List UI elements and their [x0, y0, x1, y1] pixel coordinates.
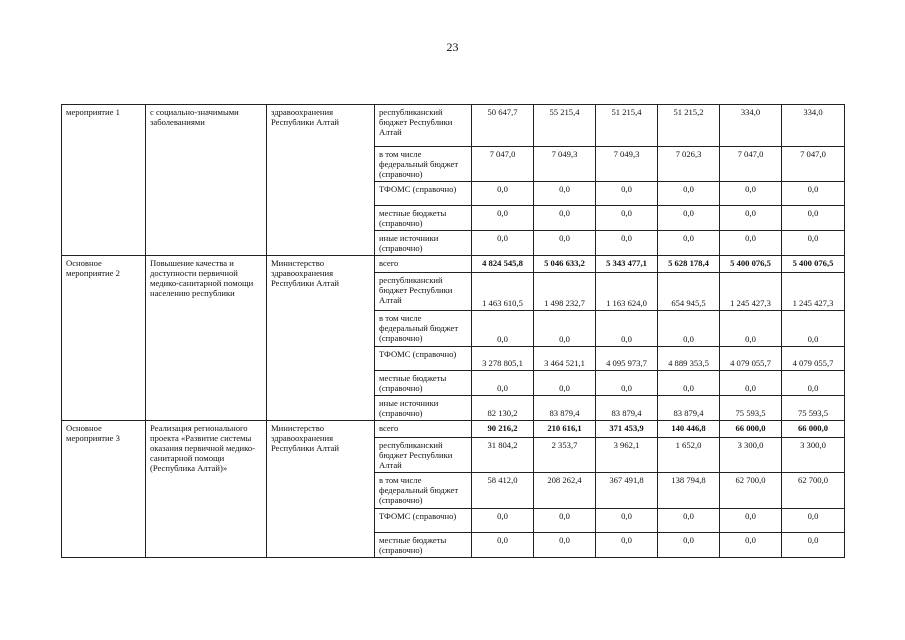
cell-value: 0,0 — [534, 206, 596, 231]
cell-value: 0,0 — [534, 533, 596, 558]
cell-name: Реализация регионального проекта «Развитие системы оказания первичной медико-санитарной помощи (Республика Алтай)» — [146, 421, 267, 558]
cell-value: 0,0 — [658, 206, 720, 231]
cell-value: 3 962,1 — [596, 438, 658, 473]
cell-value: 0,0 — [596, 371, 658, 396]
cell-value: 5 400 076,5 — [782, 256, 845, 273]
cell-value: 0,0 — [534, 311, 596, 347]
cell-value: 0,0 — [472, 509, 534, 533]
cell-value: 3 464 521,1 — [534, 347, 596, 371]
cell-value: 62 700,0 — [720, 473, 782, 509]
cell-value: 4 079 055,7 — [782, 347, 845, 371]
cell-value: 0,0 — [472, 371, 534, 396]
cell-value: 0,0 — [658, 231, 720, 256]
cell-value: 0,0 — [658, 509, 720, 533]
cell-event: мероприятие 1 — [62, 105, 146, 256]
cell-value: 7 047,0 — [782, 147, 845, 182]
cell-value: 0,0 — [782, 182, 845, 206]
cell-funding-source: в том числе федеральный бюджет (справочно) — [375, 473, 472, 509]
cell-value: 7 047,0 — [720, 147, 782, 182]
cell-value: 0,0 — [720, 371, 782, 396]
cell-value: 7 026,3 — [658, 147, 720, 182]
cell-value: 7 049,3 — [596, 147, 658, 182]
cell-event: Основное мероприятие 3 — [62, 421, 146, 558]
cell-executor: здравоохранения Республики Алтай — [267, 105, 375, 256]
cell-funding-source: местные бюджеты (справочно) — [375, 371, 472, 396]
cell-value: 0,0 — [658, 311, 720, 347]
cell-value: 83 879,4 — [534, 396, 596, 421]
cell-value: 4 889 353,5 — [658, 347, 720, 371]
funding-table — [61, 104, 845, 558]
cell-value: 0,0 — [472, 311, 534, 347]
cell-value: 1 245 427,3 — [720, 273, 782, 311]
cell-value: 0,0 — [720, 206, 782, 231]
cell-value: 0,0 — [596, 182, 658, 206]
page-number: 23 — [446, 40, 459, 54]
cell-value: 66 000,0 — [720, 421, 782, 438]
cell-value: 0,0 — [782, 231, 845, 256]
cell-value: 51 215,4 — [596, 105, 658, 147]
cell-value: 4 824 545,8 — [472, 256, 534, 273]
cell-funding-source: в том числе федеральный бюджет (справочно) — [375, 311, 472, 347]
cell-value: 367 491,8 — [596, 473, 658, 509]
cell-value: 1 163 624,0 — [596, 273, 658, 311]
cell-value: 31 804,2 — [472, 438, 534, 473]
cell-value: 0,0 — [658, 533, 720, 558]
cell-value: 4 079 055,7 — [720, 347, 782, 371]
cell-value: 0,0 — [596, 533, 658, 558]
cell-value: 5 628 178,4 — [658, 256, 720, 273]
cell-value: 0,0 — [534, 509, 596, 533]
cell-executor: Министерство здравоохранения Республики Алтай — [267, 256, 375, 421]
cell-value: 0,0 — [534, 371, 596, 396]
cell-funding-source: ТФОМС (справочно) — [375, 182, 472, 206]
cell-value: 0,0 — [534, 182, 596, 206]
cell-value: 0,0 — [472, 231, 534, 256]
table-row — [62, 256, 845, 273]
table-row — [62, 421, 845, 438]
cell-value: 0,0 — [658, 371, 720, 396]
cell-value: 0,0 — [658, 182, 720, 206]
cell-value: 90 216,2 — [472, 421, 534, 438]
cell-value: 0,0 — [720, 182, 782, 206]
cell-value: 83 879,4 — [596, 396, 658, 421]
cell-funding-source: республиканский бюджет Республики Алтай — [375, 273, 472, 311]
cell-value: 0,0 — [782, 509, 845, 533]
table-row — [62, 105, 845, 147]
cell-value: 654 945,5 — [658, 273, 720, 311]
cell-value: 140 446,8 — [658, 421, 720, 438]
cell-value: 0,0 — [782, 311, 845, 347]
cell-value: 1 245 427,3 — [782, 273, 845, 311]
cell-value: 5 400 076,5 — [720, 256, 782, 273]
cell-value: 0,0 — [534, 231, 596, 256]
cell-value: 0,0 — [596, 509, 658, 533]
cell-funding-source: иные источники (справочно) — [375, 231, 472, 256]
cell-value: 7 049,3 — [534, 147, 596, 182]
cell-value: 0,0 — [472, 206, 534, 231]
cell-value: 0,0 — [720, 509, 782, 533]
cell-value: 2 353,7 — [534, 438, 596, 473]
cell-event: Основное мероприятие 2 — [62, 256, 146, 421]
cell-value: 5 046 633,2 — [534, 256, 596, 273]
cell-funding-source: всего — [375, 256, 472, 273]
cell-value: 210 616,1 — [534, 421, 596, 438]
cell-value: 3 300,0 — [782, 438, 845, 473]
cell-value: 0,0 — [596, 231, 658, 256]
cell-funding-source: иные источники (справочно) — [375, 396, 472, 421]
cell-value: 82 130,2 — [472, 396, 534, 421]
cell-value: 334,0 — [782, 105, 845, 147]
cell-value: 0,0 — [472, 182, 534, 206]
cell-value: 50 647,7 — [472, 105, 534, 147]
cell-value: 0,0 — [720, 311, 782, 347]
cell-value: 83 879,4 — [658, 396, 720, 421]
cell-funding-source: ТФОМС (справочно) — [375, 347, 472, 371]
cell-value: 1 463 610,5 — [472, 273, 534, 311]
cell-value: 66 000,0 — [782, 421, 845, 438]
cell-value: 371 453,9 — [596, 421, 658, 438]
cell-name: Повышение качества и доступности первичной медико-санитарной помощи населению республики — [146, 256, 267, 421]
cell-value: 208 262,4 — [534, 473, 596, 509]
cell-funding-source: республиканский бюджет Республики Алтай — [375, 105, 472, 147]
cell-funding-source: ТФОМС (справочно) — [375, 509, 472, 533]
cell-value: 0,0 — [596, 206, 658, 231]
cell-value: 0,0 — [782, 533, 845, 558]
cell-value: 62 700,0 — [782, 473, 845, 509]
cell-value: 0,0 — [596, 311, 658, 347]
cell-name: с социально-значимыми заболеваниями — [146, 105, 267, 256]
cell-funding-source: всего — [375, 421, 472, 438]
cell-funding-source: местные бюджеты (справочно) — [375, 206, 472, 231]
cell-executor: Министерство здравоохранения Республики Алтай — [267, 421, 375, 558]
cell-value: 3 278 805,1 — [472, 347, 534, 371]
cell-value: 0,0 — [472, 533, 534, 558]
cell-value: 1 652,0 — [658, 438, 720, 473]
cell-value: 0,0 — [720, 533, 782, 558]
cell-funding-source: местные бюджеты (справочно) — [375, 533, 472, 558]
cell-value: 75 593,5 — [720, 396, 782, 421]
cell-value: 138 794,8 — [658, 473, 720, 509]
cell-funding-source: республиканский бюджет Республики Алтай — [375, 438, 472, 473]
cell-value: 3 300,0 — [720, 438, 782, 473]
cell-value: 1 498 232,7 — [534, 273, 596, 311]
cell-value: 5 343 477,1 — [596, 256, 658, 273]
cell-value: 55 215,4 — [534, 105, 596, 147]
cell-value: 75 593,5 — [782, 396, 845, 421]
cell-value: 0,0 — [782, 206, 845, 231]
cell-value: 51 215,2 — [658, 105, 720, 147]
cell-value: 334,0 — [720, 105, 782, 147]
cell-value: 7 047,0 — [472, 147, 534, 182]
cell-value: 0,0 — [782, 371, 845, 396]
cell-value: 0,0 — [720, 231, 782, 256]
cell-funding-source: в том числе федеральный бюджет (справочно) — [375, 147, 472, 182]
cell-value: 4 095 973,7 — [596, 347, 658, 371]
cell-value: 58 412,0 — [472, 473, 534, 509]
